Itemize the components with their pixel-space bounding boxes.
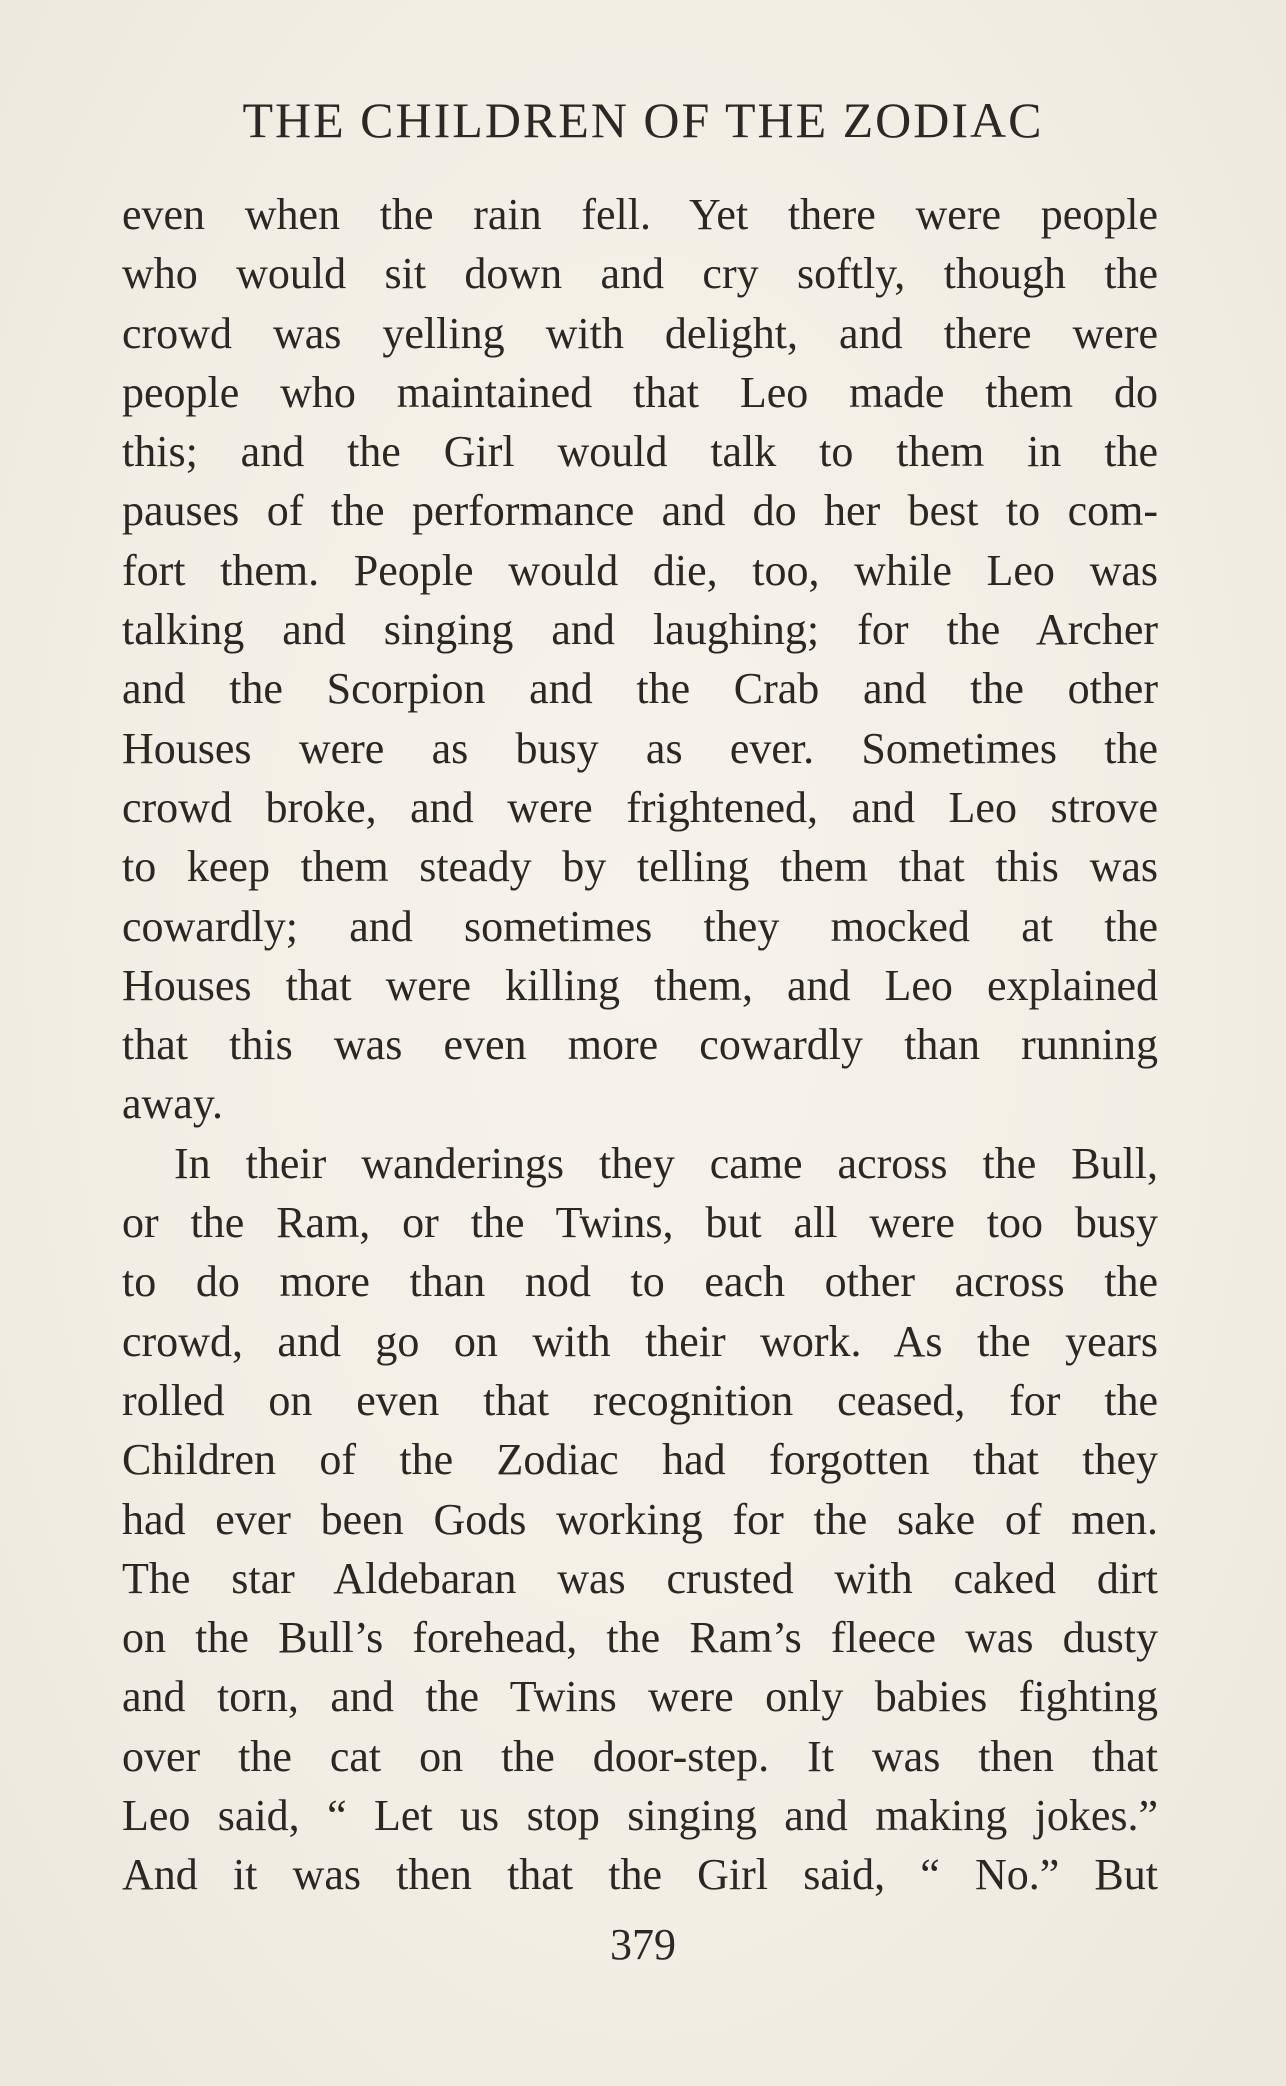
text-line: people who maintained that Leo made them do [122,367,1158,417]
text-line: had ever been Gods working for the sake of men. [122,1494,1158,1544]
text-line: And it was then that the Girl said, “ No.” But [122,1850,1158,1900]
text-line: or the Ram, or the Twins, but all were too busy [122,1198,1158,1248]
page-number: 379 [610,1920,676,1969]
text-line: this; and the Girl would talk to them in the [122,427,1158,477]
text-line: Houses were as busy as ever. Sometimes the [122,723,1158,773]
text-line: cowardly; and sometimes they mocked at the [122,901,1158,951]
body-text [122,185,1158,1905]
text-line: that this was even more cowardly than running [122,1020,1158,1070]
text-line: over the cat on the door-step. It was then that [122,1731,1158,1781]
text-line: Houses that were killing them, and Leo explained [122,960,1158,1010]
text-line: pauses of the performance and do her best to com- [122,486,1158,536]
text-line: rolled on even that recognition ceased, for the [122,1375,1158,1425]
text-line: Children of the Zodiac had forgotten that they [122,1435,1158,1485]
text-line: crowd was yelling with delight, and there were [122,308,1158,358]
text-line: who would sit down and cry softly, though the [122,249,1158,299]
text-line: on the Bull’s forehead, the Ram’s fleece was dusty [122,1613,1158,1663]
text-line: crowd, and go on with their work. As the years [122,1316,1158,1366]
paragraph-start-line: In their wanderings they came across the Bull, [174,1138,1158,1188]
text-line: crowd broke, and were frightened, and Leo strove [122,782,1158,832]
text-line: fort them. People would die, too, while Leo was [122,545,1158,595]
text-line: Leo said, “ Let us stop singing and making jokes.” [122,1791,1158,1841]
text-line: even when the rain fell. Yet there were people [122,190,1158,239]
text-line: The star Aldebaran was crusted with caked dirt [122,1553,1158,1603]
text-line: and torn, and the Twins were only babies fighting [122,1672,1158,1722]
text-line: to keep them steady by telling them that this was [122,842,1158,892]
paragraph-end-line: away. [122,1079,223,1129]
text-line: talking and singing and laughing; for the Archer [122,605,1158,655]
text-line: to do more than nod to each other across the [122,1257,1158,1307]
running-head: THE CHILDREN OF THE ZODIAC [242,92,1044,148]
text-line: and the Scorpion and the Crab and the other [122,664,1158,714]
